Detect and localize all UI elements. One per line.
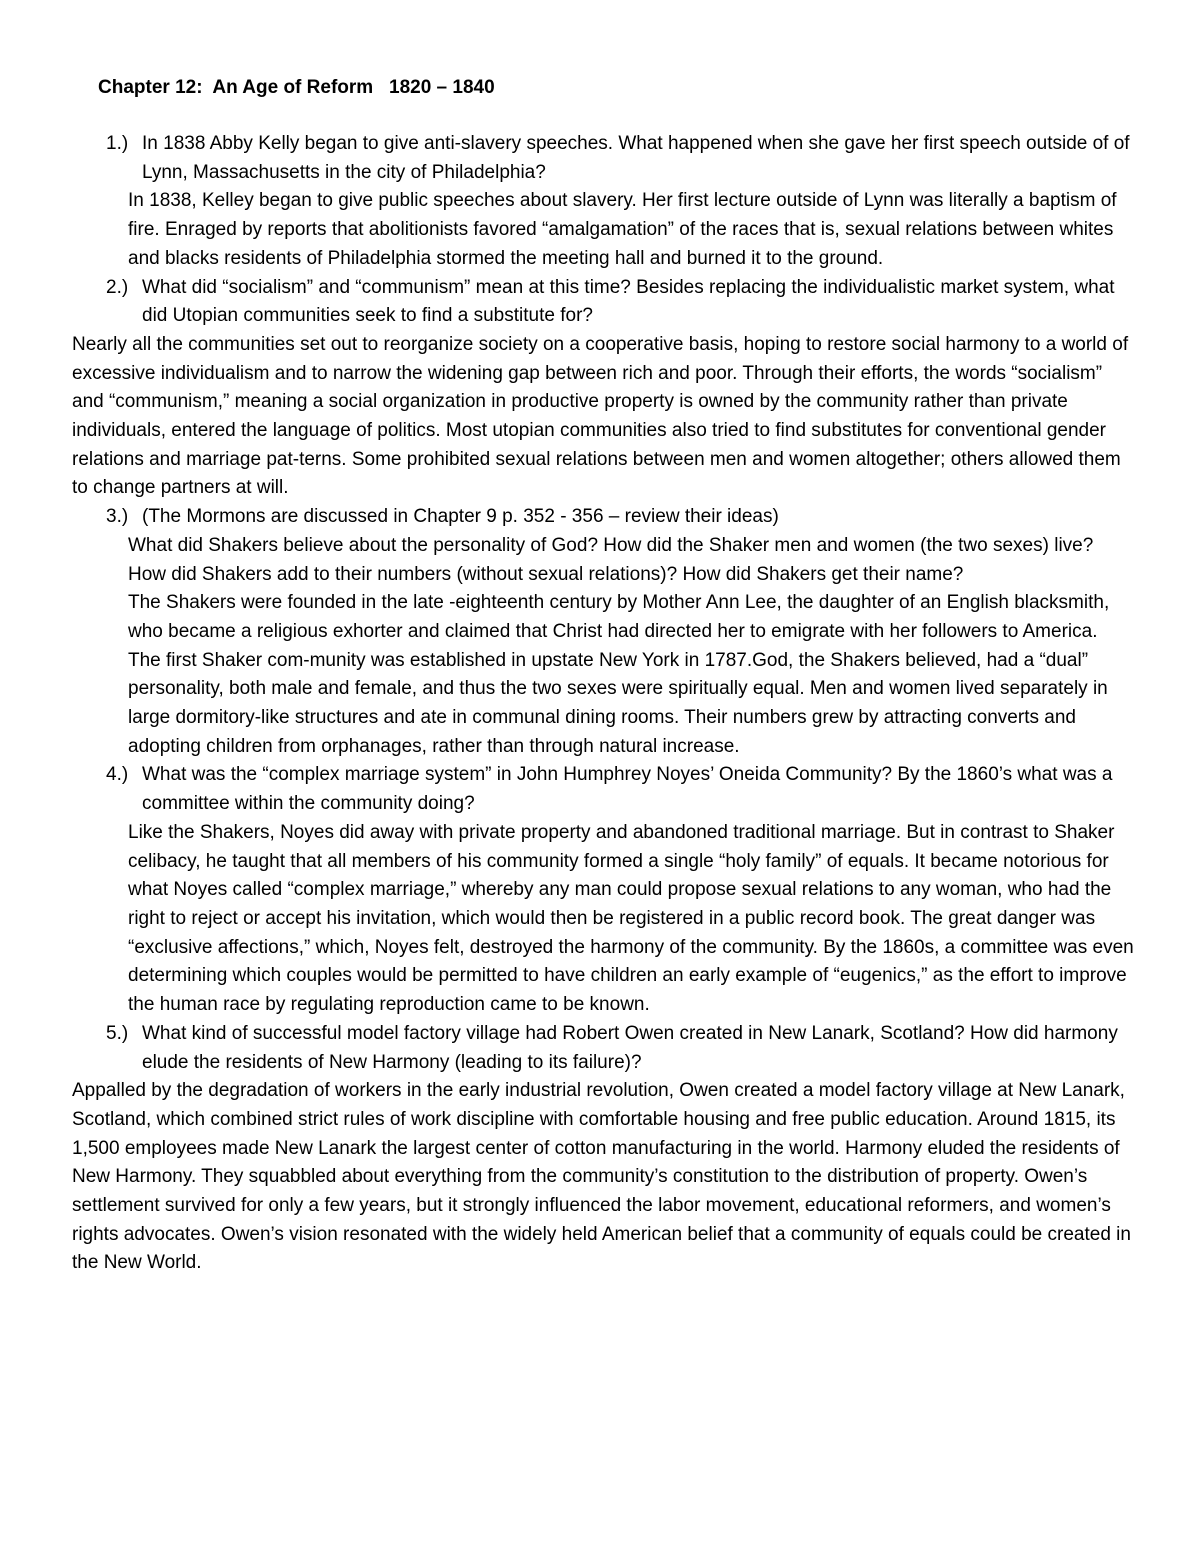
answer-1: In 1838, Kelley began to give public speeches about slavery. Her first lecture outside of Lynn was literally a baptism of fire. Enraged by reports that abolitionists favored “amalgamation” of the races that is, sexual relations between whites and blacks residents of Philadelphia stormed the meeting hall and burned it to the ground. bbox=[128, 190, 1117, 269]
question-text: What was the “complex marriage system” in John Humphrey Noyes’ Oneida Community? By the 1860’s what was a committee within the community doing? bbox=[142, 764, 1113, 815]
question-note-text: (The Mormons are discussed in Chapter 9 p. 352 - 356 – review their ideas) bbox=[142, 506, 779, 528]
answer-2: Nearly all the communities set out to reorganize society on a cooperative basis, hoping to restore social harmony to a world of excessive individualism and to narrow the widening gap between rich and poor. Through their efforts, the words “socialism” and “communism,” meaning a social organization in productive property is owned by the community rather than private individuals, entered the language of politics. Most utopian communities also tried to find substitutes for conventional gender relations and marriage pat-terns. Some prohibited sexual relations between men and women altogether; others allowed them to change partners at will. bbox=[72, 333, 1129, 499]
question-text: In 1838 Abby Kelly began to give anti-slavery speeches. What happened when she gave her first speech outside of of Lynn, Massachusetts in the city of Philadelphia? bbox=[142, 133, 1130, 183]
question-2 bbox=[72, 274, 1134, 331]
question-text: What kind of successful model factory village had Robert Owen created in New Lanark, Scotland? How did harmony elude the residents of New Harmony (leading to its failure)? bbox=[142, 1022, 1118, 1073]
question-number: 1.) bbox=[106, 133, 129, 154]
document-body bbox=[72, 130, 1134, 1278]
question-number: 3.) bbox=[106, 506, 129, 528]
page-title: Chapter 12: An Age of Reform 1820 – 1840 bbox=[98, 77, 495, 98]
question-4 bbox=[72, 761, 1134, 818]
question-5 bbox=[72, 1020, 1134, 1077]
question-number: 4.) bbox=[106, 764, 129, 786]
answer-4: Like the Shakers, Noyes did away with private property and abandoned traditional marriage. But in contrast to Shaker celibacy, he taught that all members of his community formed a single “holy family” of equals. It became notorious for what Noyes called “complex marriage,” whereby any man could propose sexual relations to any woman, who had the right to reject or accept his invitation, which would then be registered in a public record book. The great danger was “exclusive affections,” which, Noyes felt, destroyed the harmony of the community. By the 1860s, a committee was even determining which couples would be permitted to have children an early example of “eugenics,” as the effort to improve the human race by regulating reproduction came to be known. bbox=[128, 821, 1134, 1016]
question-3: What did Shakers believe about the personality of God? How did the Shaker men and women (the two sexes) live? How did Shakers add to their numbers (without sexual relations)? How did Shakers get their name? bbox=[128, 534, 1094, 585]
question-1 bbox=[72, 130, 1134, 187]
question-text: What did “socialism” and “communism” mean at this time? Besides replacing the individualistic market system, what did Utopian communities seek to find a substitute for? bbox=[142, 276, 1115, 327]
question-number: 2.) bbox=[106, 276, 129, 298]
question-3-note bbox=[72, 503, 1134, 532]
answer-3: The Shakers were founded in the late -eighteenth century by Mother Ann Lee, the daughter of an English blacksmith, who became a religious exhorter and claimed that Christ had directed her to emigrate with her followers to America. The first Shaker com-munity was established in upstate New York in 1787.God, the Shakers believed, had a “dual” personality, both male and female, and thus the two sexes were spiritually equal. Men and women lived separately in large dormitory-like structures and ate in communal dining rooms. Their numbers grew by attracting converts and adopting children from orphanages, rather than through natural increase. bbox=[128, 592, 1110, 757]
question-number: 5.) bbox=[106, 1022, 129, 1044]
answer-5: Appalled by the degradation of workers in the early industrial revolution, Owen created a model factory village at New Lanark, Scotland, which combined strict rules of work discipline with comfortable housing and free public education. Around 1815, its 1,500 employees made New Lanark the largest center of cotton manufacturing in the world. Harmony eluded the residents of New Harmony. They squabbled about everything from the community’s constitution to the distribution of property. Owen’s settlement survived for only a few years, but it strongly influenced the labor movement, educational reformers, and women’s rights advocates. Owen’s vision resonated with the widely held American belief that a community of equals could be created in the New World. bbox=[72, 1080, 1131, 1274]
